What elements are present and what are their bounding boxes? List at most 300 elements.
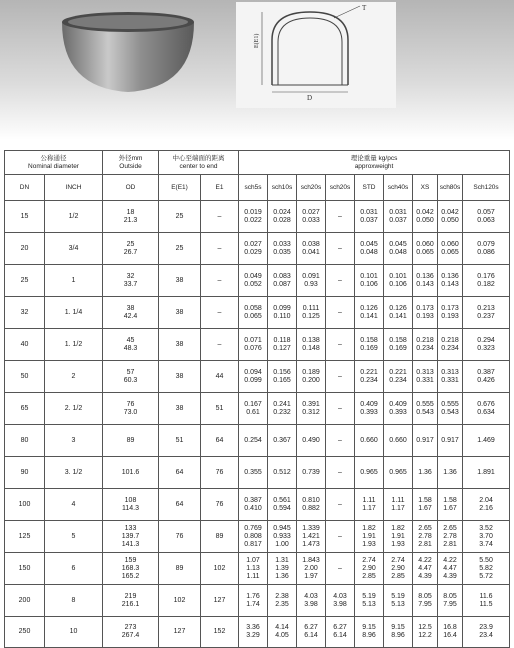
weight-cell [355,393,384,425]
weight-cell [384,265,413,297]
e-cell: 38 [159,393,201,425]
weight-cell [384,457,413,489]
od-cell [103,489,159,521]
od-cell [103,521,159,553]
cell-value: 4.05 [275,632,289,639]
schedule-header: Sch120s [463,175,510,201]
cell-value: 0.391 [302,400,320,408]
cell-value: 0.143 [441,280,459,288]
inch-cell: 4 [45,489,103,521]
label-d: D [307,94,313,102]
cell-value: 4.03 [333,592,347,600]
cell-value: 1.17 [391,504,405,512]
schedule-header: sch20s [297,175,326,201]
cell-value: 1.11 [362,496,376,504]
weight-cell [384,201,413,233]
cell-value: 1.11 [391,496,405,504]
cell-value: 4.47 [443,564,457,572]
weight-cell [355,201,384,233]
cell-value: 141.3 [121,540,140,548]
cell-value: 33.7 [123,280,138,288]
cell-value: 1.11 [246,572,260,580]
weight-cell [326,521,355,553]
table-row [5,425,510,457]
cell-value: 0.167 [244,400,262,408]
weight-cell [355,329,384,361]
weight-cell [413,201,438,233]
e1-header: E1 [201,175,239,201]
cell-value: 0.037 [360,216,378,224]
cell-value: 0.555 [441,400,459,408]
weight-cell [239,521,268,553]
weight-cell [463,329,510,361]
weight-cell [355,489,384,521]
weight-cell [268,201,297,233]
cell-value: 25 [126,240,135,248]
dn-cell: 80 [5,425,45,457]
cell-value: 0.027 [302,208,320,216]
cell-value: 0.127 [273,344,291,352]
cell-value: 0.221 [389,368,407,376]
cell-value: 8.05 [418,592,432,600]
weight-cell [268,329,297,361]
weight-cell [463,265,510,297]
dn-cell: 20 [5,233,45,265]
table-row [5,521,510,553]
cap-drawing [236,2,396,108]
cell-value: 1.97 [304,572,318,580]
cell-value: – [338,500,342,508]
cell-value: 12.2 [418,632,432,639]
weight-cell [326,233,355,265]
weight-cell [438,265,463,297]
cell-value: – [338,212,342,220]
dn-cell: 25 [5,265,45,297]
cell-value: 5.19 [362,592,376,600]
cell-value: 2.04 [479,496,493,504]
e-cell: 38 [159,297,201,329]
cell-value: 0.022 [244,216,262,224]
e1-cell: 76 [201,457,239,489]
cell-value: 0.126 [360,304,378,312]
cell-value: 2.35 [275,600,289,608]
cell-value: 133 [124,524,137,532]
weight-cell [239,361,268,393]
cell-value: 7.95 [418,600,432,608]
dn-cell: 100 [5,489,45,521]
cell-value: 76 [126,400,135,408]
weight-cell [413,297,438,329]
weight-cell [463,201,510,233]
e-cell: 76 [159,521,201,553]
weight-cell [438,617,463,648]
inch-cell: 1 [45,265,103,297]
weight-cell [413,265,438,297]
e-cell: 38 [159,265,201,297]
weight-cell [384,297,413,329]
table-row [5,585,510,617]
cell-value: 0.490 [302,436,320,444]
cell-value: 6.27 [304,624,318,631]
od-cell [103,329,159,361]
weight-cell [463,585,510,617]
cell-value: 1.339 [302,524,320,532]
cell-value: 0.033 [273,240,291,248]
cell-value: 0.065 [441,248,459,256]
od-cell [103,297,159,329]
cell-value: 219 [124,592,137,600]
cell-value: 0.141 [360,312,378,320]
weight-cell [297,265,326,297]
cell-value: 0.313 [416,368,434,376]
cell-value: 0.173 [416,304,434,312]
cell-value: 0.101 [389,272,407,280]
center-header: 中心至端面的距离 center to end [159,151,239,175]
od-cell [103,201,159,233]
weight-cell [384,329,413,361]
cell-value: 0.125 [302,312,320,320]
cell-value: 4.39 [418,572,432,580]
weight-cell [463,457,510,489]
weight-cell [413,329,438,361]
weight-cell [297,553,326,585]
table-row [5,393,510,425]
cell-value: 0.065 [416,248,434,256]
cell-value: 0.561 [273,496,291,504]
table-row [5,617,510,648]
cell-value: 12.5 [418,624,432,631]
cell-value: 0.218 [416,336,434,344]
weight-cell [239,617,268,648]
cell-value: 2.74 [362,556,376,564]
cell-value: 4.39 [443,572,457,580]
cell-value: 1.13 [246,564,260,572]
cell-value: 1.843 [302,556,320,564]
cell-value: 0.241 [273,400,291,408]
cell-value: 2.38 [275,592,289,600]
weight-cell [239,585,268,617]
weight-cell [384,521,413,553]
cell-value: 0.031 [360,208,378,216]
inch-cell: 3 [45,425,103,457]
cell-value: 0.312 [302,408,320,416]
e-cell: 25 [159,201,201,233]
weight-cell [268,521,297,553]
cell-value: 0.086 [477,248,495,256]
cell-value: 0.042 [416,208,434,216]
cell-value: 0.029 [244,248,262,256]
e1-cell: – [201,233,239,265]
cell-value: – [338,308,342,316]
cell-value: 0.660 [360,436,378,444]
e-cell: 89 [159,553,201,585]
weight-cell [297,361,326,393]
schedule-header: sch10s [268,175,297,201]
e1-cell: 152 [201,617,239,648]
cell-value: 0.037 [389,216,407,224]
weight-cell [355,457,384,489]
cell-value: 0.143 [416,280,434,288]
cell-value: 21.3 [123,216,138,224]
cell-value: 2.85 [391,572,405,580]
cell-value: 0.426 [477,376,495,384]
weight-cell [297,457,326,489]
weight-cell [384,233,413,265]
inch-cell: 1. 1/4 [45,297,103,329]
cell-value: 0.083 [273,272,291,280]
cell-value: 18 [126,208,135,216]
cell-value: 4.22 [443,556,457,564]
cell-value: 0.917 [441,436,459,444]
cell-value: 2.85 [362,572,376,580]
cell-value: 1.82 [391,524,405,532]
cell-value: 0.041 [302,248,320,256]
cell-value: 57 [126,368,135,376]
cell-value: 0.739 [302,468,320,476]
e-header: E(E1) [159,175,201,201]
weight-cell [355,425,384,457]
cell-value: 0.035 [273,248,291,256]
cell-value: 0.543 [416,408,434,416]
cell-value: 1.91 [391,532,405,540]
cell-value: 0.024 [273,208,291,216]
e-cell: 25 [159,233,201,265]
e1-cell: 89 [201,521,239,553]
cell-value: 0.393 [360,408,378,416]
cell-value: 1.36 [418,468,432,476]
weight-cell [268,553,297,585]
weight-cell [438,553,463,585]
od-cell [103,393,159,425]
cell-value: 3.29 [246,632,260,639]
cell-value: 0.099 [244,376,262,384]
cell-value: 0.052 [244,280,262,288]
cell-value: 139.7 [121,532,140,540]
weight-cell [355,265,384,297]
weight-cell [239,553,268,585]
weight-cell [438,201,463,233]
od-cell [103,457,159,489]
cell-value: 0.933 [273,532,291,540]
weight-cell [355,233,384,265]
cell-value: 0.555 [416,400,434,408]
cell-value: 0.136 [416,272,434,280]
weight-cell [463,297,510,329]
cell-value: 0.106 [389,280,407,288]
weight-cell [268,393,297,425]
weight-cell [239,457,268,489]
weight-cell [438,457,463,489]
weight-cell [239,329,268,361]
weight-cell [438,489,463,521]
cell-value: 0.065 [244,312,262,320]
weight-cell [297,393,326,425]
cell-value: 4.03 [304,592,318,600]
weight-cell [326,585,355,617]
weight-cell [268,425,297,457]
cell-value: 0.331 [416,376,434,384]
weight-cell [438,297,463,329]
cell-value: 9.15 [391,624,405,631]
weight-cell [413,521,438,553]
table-row [5,265,510,297]
cell-value: 216.1 [121,600,140,608]
cell-value: 16.8 [443,624,457,631]
cell-value: 0.237 [477,312,495,320]
cell-value: – [338,340,342,348]
cell-value: 0.118 [273,336,291,344]
cell-value: – [338,468,342,476]
e1-cell: 51 [201,393,239,425]
inch-cell: 1/2 [45,201,103,233]
od-cell [103,425,159,457]
weight-cell [463,233,510,265]
weight-cell [326,361,355,393]
cell-value: 0.169 [389,344,407,352]
cell-value: 1.93 [391,540,405,548]
weight-cell [297,201,326,233]
cell-value: 5.82 [479,564,493,572]
weight-header: 理论重量 kg/pcs approxweight [239,151,510,175]
cell-value: 1.67 [443,504,457,512]
cell-value: 0.148 [302,344,320,352]
cell-value: 6.14 [304,632,318,639]
e1-cell: 44 [201,361,239,393]
weight-cell [438,585,463,617]
weight-cell [355,297,384,329]
cell-value: 1.31 [275,556,289,564]
dn-cell: 150 [5,553,45,585]
cell-value: 0.031 [389,208,407,216]
cell-value: 0.769 [244,524,262,532]
weight-cell [413,553,438,585]
weight-cell [297,425,326,457]
weight-cell [297,521,326,553]
weight-cell [297,617,326,648]
label-t: T [362,4,367,12]
e-cell: 102 [159,585,201,617]
cell-value: 26.7 [123,248,138,256]
weight-cell [438,361,463,393]
cell-value: 0.409 [360,400,378,408]
cell-value: 38 [126,304,135,312]
cell-value: 1.91 [362,532,376,540]
cell-value: 0.193 [416,312,434,320]
dn-cell: 40 [5,329,45,361]
cell-value: 3.98 [333,600,347,608]
cell-value: 0.393 [389,408,407,416]
cell-value: 0.158 [360,336,378,344]
weight-cell [413,457,438,489]
weight-cell [463,489,510,521]
cell-value: 267.4 [121,632,140,639]
cell-value: 0.048 [389,248,407,256]
cell-value: 8.96 [362,632,376,639]
weight-cell [355,553,384,585]
cell-value: 0.138 [302,336,320,344]
od-cell [103,361,159,393]
weight-cell [438,393,463,425]
cell-value: 0.218 [441,336,459,344]
cell-value: 0.234 [389,376,407,384]
weight-cell [355,617,384,648]
dn-cell: 125 [5,521,45,553]
cell-value: 0.965 [389,468,407,476]
cell-value: 0.087 [273,280,291,288]
inch-cell: 6 [45,553,103,585]
weight-cell [355,361,384,393]
weight-cell [239,265,268,297]
cell-value: 0.038 [302,240,320,248]
cell-value: 0.141 [389,312,407,320]
weight-cell [384,361,413,393]
inch-cell: 2 [45,361,103,393]
cell-value: 1.74 [246,600,260,608]
cell-value: 0.165 [273,376,291,384]
cell-value: 1.421 [302,532,320,540]
cell-value: 0.028 [273,216,291,224]
weight-cell [463,393,510,425]
table-row [5,201,510,233]
schedule-header: sch80s [438,175,463,201]
cell-value: 2.90 [362,564,376,572]
cell-value: 0.050 [416,216,434,224]
weight-cell [297,297,326,329]
cell-value: 0.101 [360,272,378,280]
cell-value: 4.14 [275,624,289,631]
cell-value: 1.891 [477,468,495,476]
inch-cell: 8 [45,585,103,617]
od-cell [103,585,159,617]
cell-value: 4.47 [418,564,432,572]
cell-value: 9.15 [362,624,376,631]
schedule-header: XS [413,175,438,201]
cell-value: 1.17 [362,504,376,512]
cell-value: 0.060 [416,240,434,248]
e1-cell: 64 [201,425,239,457]
weight-cell [326,617,355,648]
cell-value: 23.4 [479,632,493,639]
dn-header: DN [5,175,45,201]
cell-value: 0.110 [273,312,291,320]
cell-value: 0.61 [246,408,260,416]
weight-cell [463,553,510,585]
inch-cell: 3/4 [45,233,103,265]
cell-value: 45 [126,336,135,344]
cell-value: 0.094 [244,368,262,376]
dn-cell: 250 [5,617,45,648]
table-row [5,361,510,393]
cell-value: 0.355 [244,468,262,476]
e-cell: 51 [159,425,201,457]
weight-cell [384,393,413,425]
inch-header: INCH [45,175,103,201]
cell-value: 8.96 [391,632,405,639]
cell-value: 0.232 [273,408,291,416]
cell-value: 32 [126,272,135,280]
weight-cell [438,521,463,553]
cell-value: 0.063 [477,216,495,224]
weight-cell [326,201,355,233]
cell-value: 0.076 [244,344,262,352]
table-row [5,489,510,521]
cell-value: 0.049 [244,272,262,280]
cell-value: 0.965 [360,468,378,476]
weight-cell [239,233,268,265]
cell-value: 0.042 [441,208,459,216]
weight-cell [463,521,510,553]
od-header: OD [103,175,159,201]
